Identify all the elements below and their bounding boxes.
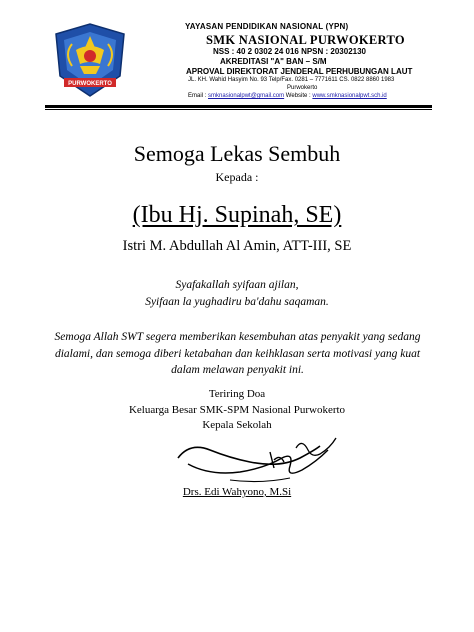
website-link[interactable]: www.smknasionalpwt.sch.id — [312, 93, 387, 99]
letterhead-rule-thin — [45, 109, 432, 110]
letterhead-rule-thick — [45, 105, 432, 108]
signer-name-text: Drs. Edi Wahyono, M.Si — [182, 486, 292, 498]
city: Purwokerto — [287, 85, 318, 91]
school-name: SMK NASIONAL PURWOKERTO — [206, 33, 405, 47]
letter-title: Semoga Lekas Sembuh — [133, 141, 341, 166]
wish-paragraph: Semoga Allah SWT segera memberikan kesembuhan atas penyakit yang sedang dialami, dan semoga diberi ketabahan dan keihklasan serta motivasi yang kuat dalam melawan penyakit ini. — [54, 331, 421, 376]
to-label: Kepada : — [215, 170, 259, 184]
email-link[interactable]: smknasionalpwt@gmail.com — [208, 93, 285, 99]
school-logo — [50, 20, 130, 100]
recipient-spouse: Istri M. Abdullah Al Amin, ATT-III, SE — [122, 238, 352, 254]
prayer-line-2: Syifaan la yughadiru ba'dahu saqaman. — [145, 296, 329, 308]
recipient-name: (Ibu Hj. Supinah, SE) — [132, 202, 342, 228]
approval: APROVAL DIREKTORAT JENDERAL PERHUBUNGAN LAUT — [186, 67, 413, 76]
signer-name — [0, 486, 474, 498]
closing-line-2: Keluarga Besar SMK-SPM Nasional Purwokerto — [128, 404, 346, 416]
logo-caption: PURWOKERTO — [68, 81, 112, 87]
email-label: Email : — [188, 93, 209, 99]
signature — [170, 428, 345, 488]
address: JL. KH. Wahid Hasyim No. 93 Telp/Fax. 0281 – 7771611 CS. 0822 8860 1983 — [188, 77, 395, 83]
closing-line-3: Kepala Sekolah — [202, 419, 272, 431]
foundation-name: YAYASAN PENDIDIKAN NASIONAL (YPN) — [185, 22, 349, 31]
contact-line — [188, 93, 387, 99]
accreditation: AKREDITASI "A" BAN – S/M — [220, 57, 327, 66]
prayer-line-1: Syafakallah syifaan ajilan, — [175, 279, 299, 291]
website-label: Website : — [284, 93, 313, 99]
closing-line-1: Teriring Doa — [208, 388, 266, 400]
school-registration: NSS : 40 2 0302 24 016 NPSN : 20302130 — [213, 47, 366, 56]
